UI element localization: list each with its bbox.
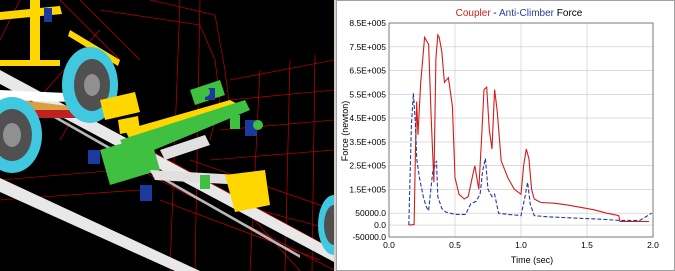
x-tick-label: 1.5 (581, 240, 593, 250)
y-tick-label: -50000.0 (352, 232, 386, 242)
series-lines (409, 35, 652, 225)
simulation-render-view (0, 0, 334, 271)
x-axis-label: Time (sec) (510, 255, 554, 265)
x-tick-label: 0.5 (449, 240, 461, 250)
title-coupler: Coupler (455, 8, 491, 19)
x-tick-label: 2.0 (647, 240, 659, 250)
y-tick-label: 3.5E+005 (349, 136, 386, 147)
y-tick-label: 2.5E+005 (349, 160, 386, 171)
force-chart (337, 1, 674, 270)
title-anti-climber: Anti-Climber (499, 8, 555, 19)
force-chart-panel (336, 0, 675, 271)
series-line-anti-climber (409, 93, 652, 225)
y-tick-label: 0.0 (374, 220, 386, 231)
y-axis-ticks (349, 18, 386, 242)
chart-title (456, 8, 583, 19)
y-tick-label: 6.5E+005 (349, 65, 386, 76)
title-force: Force (554, 8, 583, 19)
y-tick-label: 5.5E+005 (349, 89, 386, 100)
y-axis-label: Force (newton) (340, 100, 350, 162)
y-tick-label: 50000.0 (355, 208, 386, 219)
x-axis-ticks (383, 240, 659, 250)
y-tick-label: 4.5E+005 (349, 113, 386, 124)
train-coupler-model (0, 0, 334, 271)
title-separator: - (490, 8, 500, 19)
y-tick-label: 7.5E+005 (349, 41, 386, 52)
y-tick-label: 1.5E+005 (349, 184, 386, 195)
x-tick-label: 1.0 (515, 240, 527, 250)
y-tick-label: 8.5E+005 (349, 18, 386, 28)
x-tick-label: 0.0 (383, 240, 395, 250)
